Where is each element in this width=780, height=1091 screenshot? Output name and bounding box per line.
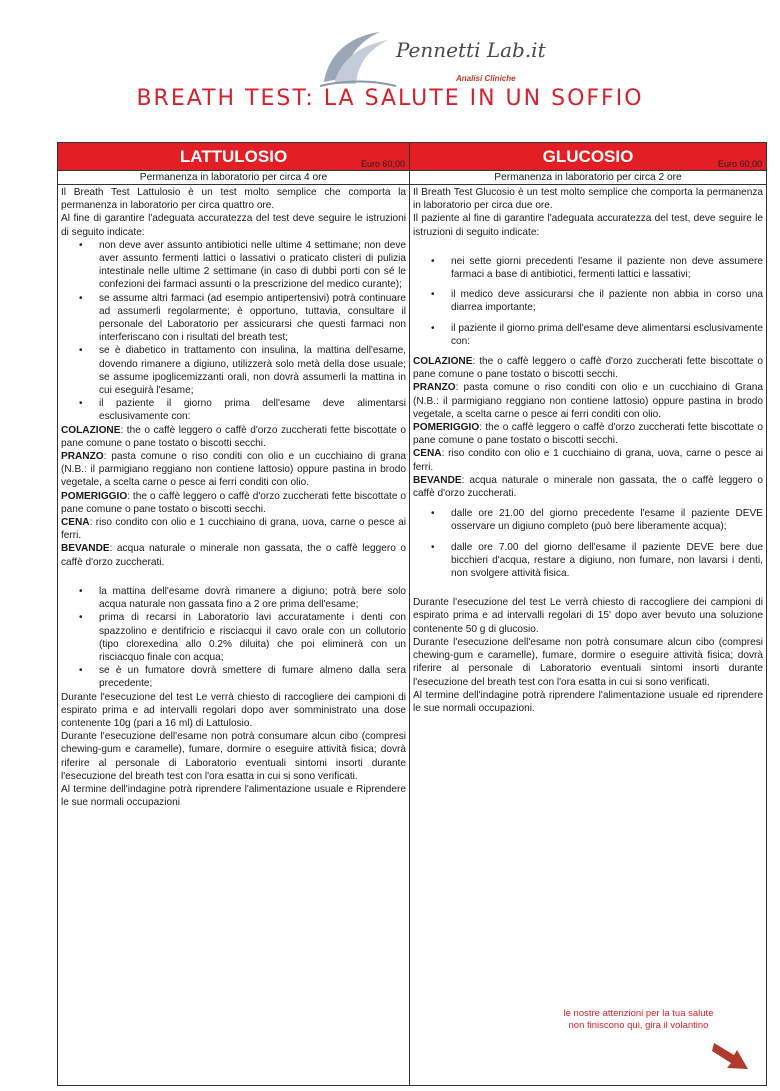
instruction-list [413, 507, 763, 580]
paragraph: Al termine dell'indagine potrà riprendere l'alimentazione usuale e Riprendere le sue normali occupazioni [61, 783, 406, 809]
lattulosio-title: LATTULOSIO [179, 147, 288, 166]
glucosio-price: Euro 60,00 [717, 159, 762, 169]
paragraph: Durante l'esecuzione dell'esame non potrà consumare alcun cibo (compresi chewing-gum e caramelle), fumare, dormire o eseguire attività fisica; dovrà riferire al personale di Laboratorio eventuali sintomi insorti durante l'esecuzione del breath test con l'ora esatta in cui si sono verificati. [61, 731, 406, 782]
list-item: • la mattina dell'esame dovrà rimanere a digiuno; potrà bere solo acqua naturale non gassata fino a 2 ore prima dell'esame; [99, 585, 406, 611]
arrow-down-right-icon [712, 1035, 752, 1075]
meal-pomeriggio: POMERIGGIO: the o caffè leggero o caffè d'orzo zuccherati fette biscottate o pane comune o pane tostato o biscotti secchi. [61, 490, 406, 515]
lattulosio-price: Euro 60,00 [360, 159, 405, 169]
instruction-list [61, 585, 406, 691]
glucosio-column [410, 185, 767, 1086]
meal-bevande: BEVANDE: acqua naturale o minerale non gassata, the o caffè leggero o caffè d'orzo zuccherati. [61, 543, 406, 568]
paragraph: Durante l'esecuzione del test Le verrà chiesto di raccogliere dei campioni di espirato prima e ad intervalli regolari dopo aver somministrato una dose contenente 10g (pari a 16 ml) di Lattulosio. [61, 691, 406, 729]
glucosio-subtitle: Permanenza in laboratorio per circa 2 ore [410, 171, 767, 185]
list-item: • se è un fumatore dovrà smettere di fumare almeno dalla sera precedente; [99, 664, 406, 690]
list-item: • nei sette giorni precedenti l'esame il paziente non deve assumere farmaci a base di antibiotici, fermenti lattici e lassativi; [451, 255, 763, 281]
promo-line-2: non finiscono qui, gira il volantino [568, 1020, 709, 1031]
logo-text: Pennetti Lab.it [396, 38, 546, 62]
instruction-list [61, 239, 406, 424]
page-title: BREATH TEST: LA SALUTE IN UN SOFFIO [136, 86, 644, 111]
promo-line-1: le nostre attenzioni per la tua salute [563, 1008, 714, 1019]
tests-table [57, 142, 767, 1086]
paragraph: Durante l'esecuzione del test Le verrà chiesto di raccogliere dei campioni di espirato prima e ad intervalli regolari di 15' dopo aver bevuto una soluzione contenente 50 g di glucosio. [413, 597, 763, 635]
list-item: • se è diabetico in trattamento con insulina, la mattina dell'esame, dovendo rimanere a digiuno, utilizzerà solo metà della dose usuale; se assume ipoglicemizzanti orali, non dovrà assumerli la mattina in cui eseguirà l'esame; [99, 344, 406, 397]
header [0, 0, 780, 140]
lattulosio-column [58, 185, 410, 1086]
logo-subtitle: Analisi Cliniche [456, 74, 516, 83]
paragraph: Durante l'esecuzione dell'esame non potrà consumare alcun cibo (compresi chewing-gum e caramelle), fumare, dormire o eseguire attività fisica; dovrà riferire al personale di Laboratorio eventuali sintomi insorti durante l'esecuzione del breath test con l'ora esatta in cui si sono verificati. [413, 636, 763, 688]
paragraph: Il Breath Test Lattulosio è un test molto semplice che comporta la permanenza in laboratorio per circa quattro ore. [61, 187, 406, 212]
promo-note [531, 1008, 746, 1032]
lattulosio-header [58, 143, 410, 171]
list-item: • dalle ore 21.00 del giorno precedente l'esame il paziente DEVE osservare un digiuno completo (può bere liberamente acqua); [451, 507, 763, 533]
list-item: • il medico deve assicurarsi che il paziente non abbia in corso una diarrea importante; [451, 288, 763, 314]
paragraph: Il paziente al fine di garantire l'adeguata accuratezza del test, deve seguire le istruzioni di seguito indicate: [413, 213, 763, 238]
meal-colazione: COLAZIONE: the o caffè leggero o caffè d'orzo zuccherati fette biscottate o pane comune o pane tostato o biscotti secchi. [61, 424, 406, 449]
meal-pomeriggio: POMERIGGIO: the o caffè leggero o caffè d'orzo zuccherati fette biscottate o pane comune o pane tostato o biscotti secchi. [413, 422, 763, 447]
glucosio-header [410, 143, 767, 171]
meal-cena: CENA: riso condito con olio e 1 cucchiaino di grana, uova, carne o pesce ai ferri. [413, 448, 763, 473]
meal-bevande: BEVANDE: acqua naturale o minerale non gassata, the o caffè leggero o caffè d'orzo zuccherati. [413, 474, 763, 500]
meal-pranzo: PRANZO: pasta comune o riso conditi con olio e un cucchiaino di grana (N.B.: il parmigiano reggiano non contiene lattosio) oppure pastina in brodo vegetale, a scelta carne o pesce ai ferri conditi con olio. [61, 451, 406, 489]
glucosio-title: GLUCOSIO [542, 147, 634, 166]
lattulosio-subtitle: Permanenza in laboratorio per circa 4 ore [58, 171, 410, 185]
meal-colazione: COLAZIONE: the o caffè leggero o caffè d'orzo zuccherati fette biscottate o pane comune o pane tostato o biscotti secchi. [413, 356, 763, 381]
meal-pranzo: PRANZO: pasta comune o riso conditi con olio e un cucchiaino di Grana (N.B.: il parmigiano reggiano non contiene lattosio) oppure pastina in brodo vegetale, a scelta carne o pesce ai ferri conditi con olio. [413, 382, 763, 420]
list-item: • non deve aver assunto antibiotici nelle ultime 4 settimane; non deve aver assunto fermenti lattici o lassativi o praticato clisteri di pulizia intestinale nelle ultime 2 settimane (in caso di dubbi porti con sé le confezioni dei farmaci assunti o la prescrizione del medico curante); [99, 239, 406, 292]
list-item: • se assume altri farmaci (ad esempio antipertensivi) potrà continuare ad assumerli regolarmente; è opportuno, tuttavia, consultare il personale del Laboratorio per assicurarsi che questi farmaci non interferiscano con i risultati del breath test; [99, 292, 406, 345]
list-item: • il paziente il giorno prima dell'esame deve alimentarsi esclusivamente con: [99, 397, 406, 423]
paragraph: Al termine dell'indagine potrà riprendere l'alimentazione usuale ed riprendere le sue normali occupazioni. [413, 689, 763, 714]
list-item: • dalle ore 7.00 del giorno dell'esame il paziente DEVE bere due bicchieri d'acqua, restare a digiuno, non fumare, non lavarsi i denti, non svolgere attività fisica. [451, 541, 763, 581]
paragraph: Il Breath Test Glucosio è un test molto semplice che comporta la permanenza in laboratorio per circa due ore. [413, 187, 763, 212]
list-item: • prima di recarsi in Laboratorio lavi accuratamente i denti con spazzolino e dentifricio e risciacqui il cavo orale con un collutorio (tipo clorexedina allo 0.2% diluita) che poi eliminerà con un risciacquo finale con acqua; [99, 611, 406, 664]
paragraph: Al fine di garantire l'adeguata accuratezza del test deve seguire le istruzioni di seguito indicate: [61, 213, 406, 238]
instruction-list [413, 255, 763, 348]
meal-cena: CENA: riso condito con olio e 1 cucchiaino di grana, uova, carne o pesce ai ferri. [61, 517, 406, 542]
wave-logo-icon [318, 26, 398, 88]
list-item: • il paziente il giorno prima dell'esame deve alimentarsi esclusivamente con: [451, 322, 763, 348]
